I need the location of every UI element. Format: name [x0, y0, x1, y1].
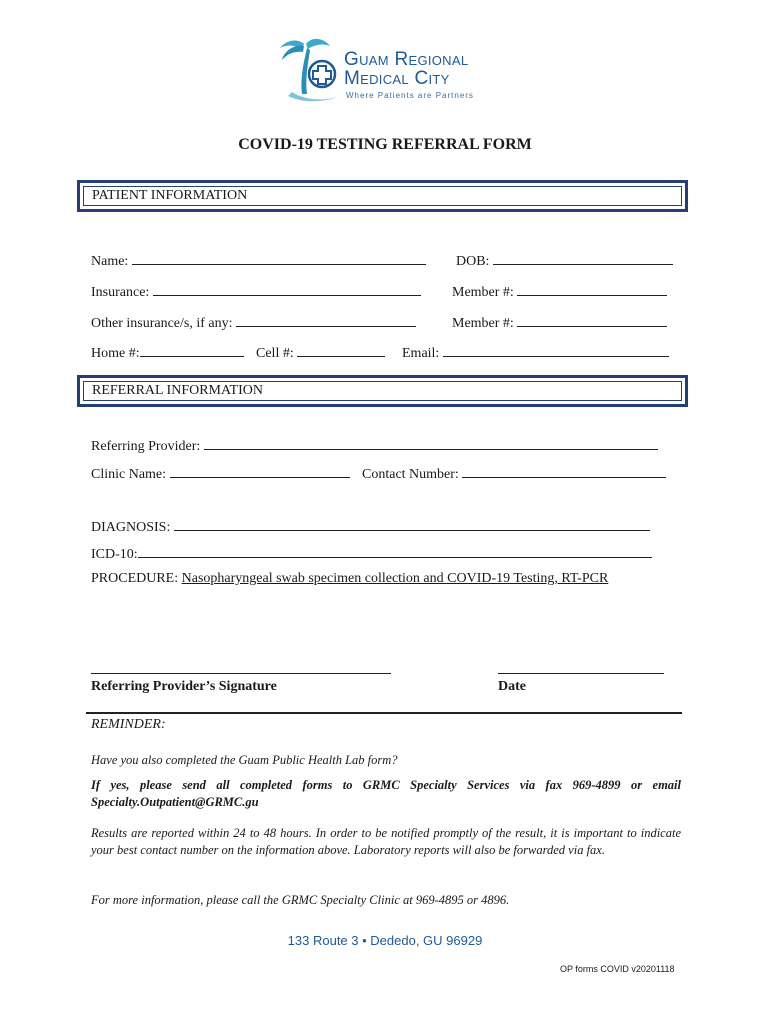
home-field-row: Home #:: [91, 344, 244, 362]
member-field[interactable]: [517, 283, 667, 296]
divider: [86, 712, 682, 714]
member2-field-row: Member #:: [452, 314, 667, 332]
procedure-value: Nasopharyngeal swab specimen collection and COVID-19 Testing, RT-PCR: [181, 571, 609, 586]
cell-phone-field[interactable]: [297, 344, 385, 357]
icd-field-row: ICD-10:: [91, 545, 652, 563]
clinic-name-field[interactable]: [170, 465, 350, 478]
date-line[interactable]: [498, 673, 664, 674]
patient-section-header: PATIENT INFORMATION: [77, 180, 688, 212]
reminder-line-1: Have you also completed the Guam Public Health Lab form?: [91, 753, 398, 767]
name-field[interactable]: [132, 252, 426, 265]
email-field-row: Email:: [402, 344, 669, 362]
insurance-field[interactable]: [153, 283, 421, 296]
reminder-line-4: For more information, please call the GRMC Specialty Clinic at 969-4895 or 4896.: [91, 893, 510, 907]
provider-field-row: Referring Provider:: [91, 437, 658, 455]
referring-provider-field[interactable]: [204, 437, 658, 450]
member2-field[interactable]: [517, 314, 667, 327]
clinic-field-row: Clinic Name:: [91, 465, 350, 483]
other-insurance-field[interactable]: [236, 314, 416, 327]
insurance-field-row: Insurance:: [91, 283, 421, 301]
date-label: Date: [498, 679, 526, 694]
member-field-row: Member #:: [452, 283, 667, 301]
diagnosis-field[interactable]: [174, 518, 650, 531]
dob-field-row: DOB:: [456, 252, 673, 270]
reminder-heading: REMINDER:: [91, 717, 166, 732]
contact-number-field[interactable]: [462, 465, 666, 478]
reminder-line-3: Results are reported within 24 to 48 hours. In order to be notified promptly of the result, it is important to indicate your best contact number on the information above. Laboratory reports will also be forwarded via fax.: [91, 826, 681, 857]
dob-field[interactable]: [493, 252, 673, 265]
diagnosis-field-row: DIAGNOSIS:: [91, 518, 650, 536]
address: 133 Route 3 • Dededo, GU 96929: [287, 933, 483, 948]
contact-field-row: Contact Number:: [362, 465, 666, 483]
signature-line[interactable]: [91, 673, 391, 674]
signature-label: Referring Provider’s Signature: [91, 679, 277, 694]
icd-10-field[interactable]: [138, 545, 652, 558]
procedure-row: PROCEDURE: Nasopharyngeal swab specimen collection and COVID-19 Testing, RT-PCR: [91, 571, 609, 586]
palm-tree-icon: [274, 36, 344, 106]
logo-tagline: Where Patients are Partners: [346, 91, 474, 100]
name-field-row: Name:: [91, 252, 426, 270]
referral-section-header: REFERRAL INFORMATION: [77, 375, 688, 407]
logo-name: Guam Regional Medical City: [344, 49, 469, 89]
cell-field-row: Cell #:: [256, 344, 385, 362]
reminder-line-2: If yes, please send all completed forms to GRMC Specialty Services via fax 969-4899 or email Specialty.Outpatient@GRMC.gu: [91, 778, 681, 809]
form-version: OP forms COVID v20201118: [560, 964, 675, 974]
home-phone-field[interactable]: [140, 344, 244, 357]
grmc-logo: [274, 36, 504, 106]
other-insurance-row: Other insurance/s, if any:: [91, 314, 416, 332]
form-title: COVID-19 TESTING REFERRAL FORM: [238, 136, 532, 153]
email-field[interactable]: [443, 344, 669, 357]
